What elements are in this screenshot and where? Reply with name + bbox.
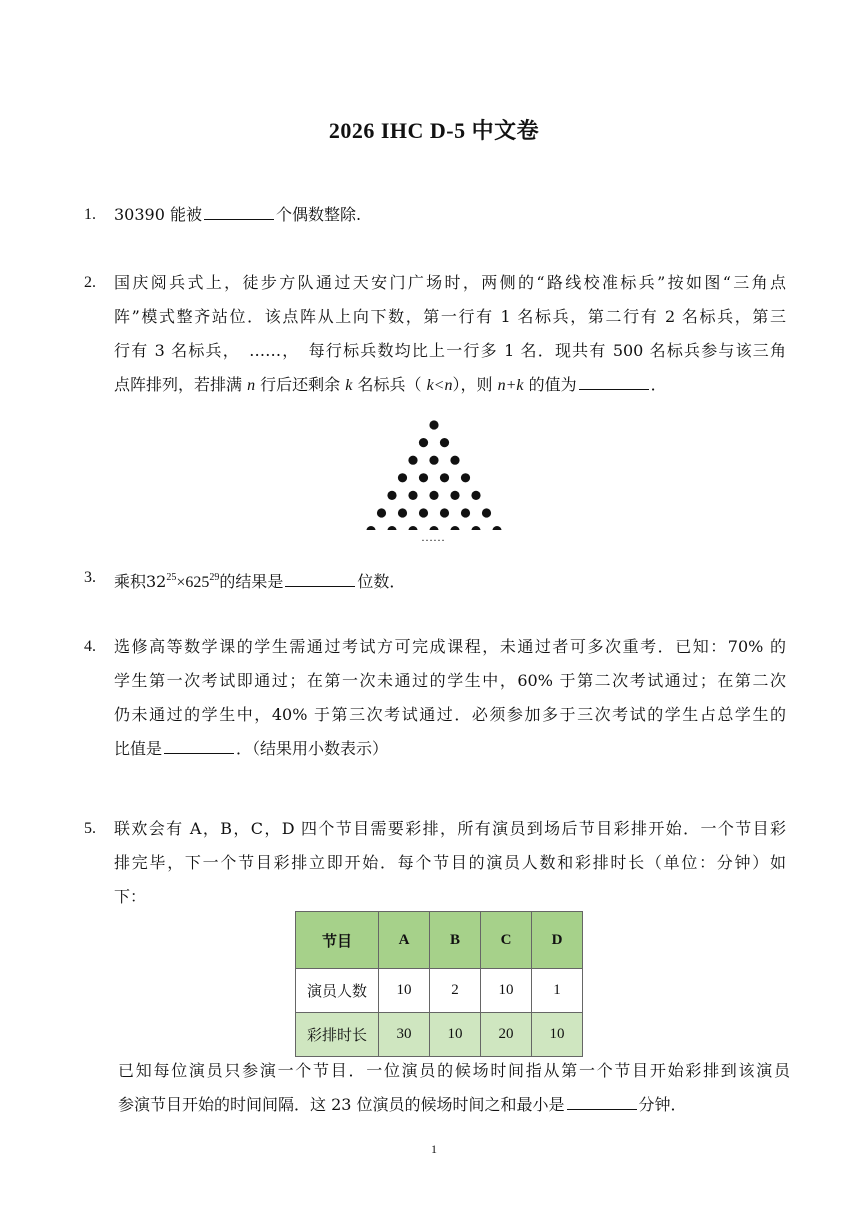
lattice-dot xyxy=(419,438,428,447)
question-body xyxy=(114,630,786,766)
table-cell: 1 xyxy=(532,969,583,1013)
question-text: 仍未通过的学生中，40% 于第三次考试通过．必须参加多于三次考试的学生占总学生的 xyxy=(114,705,786,724)
question-body xyxy=(118,1054,790,1122)
sum-expression: n+k xyxy=(497,377,524,394)
question-text: 的结果是 xyxy=(219,572,284,591)
lattice-dot xyxy=(419,473,428,482)
question-text: 联欢会有 A，B，C，D 四个节目需要彩排，所有演员到场后节目彩排开始．一个节目彩 xyxy=(114,819,786,838)
table-cell: 10 xyxy=(532,1013,583,1057)
question-text: ×625 xyxy=(176,574,210,591)
lattice-dot xyxy=(398,473,407,482)
question-number: 2. xyxy=(84,274,96,291)
variable-k: k xyxy=(345,377,353,394)
lattice-dot xyxy=(429,491,438,500)
lattice-dot xyxy=(492,526,501,530)
question-text: 参演节目开始的时间间隔．这 23 位演员的候场时间之和最小是 xyxy=(118,1095,565,1114)
question-text: 下： xyxy=(114,887,147,906)
lattice-dot xyxy=(461,508,470,517)
question-text: 学生第一次考试即通过；在第一次未通过的学生中，60% 于第二次考试通过；在第二次 xyxy=(114,671,786,690)
question-text: ． xyxy=(650,375,667,394)
rehearsal-table xyxy=(295,911,583,1057)
lattice-dot xyxy=(387,491,396,500)
question-text: 个偶数整除. xyxy=(276,205,362,224)
exponent: 29 xyxy=(209,572,220,583)
triangle-dot-lattice-figure xyxy=(360,418,510,530)
table-cell: 10 xyxy=(430,1013,481,1057)
lattice-dot xyxy=(450,526,459,530)
question-text: ），则 xyxy=(452,375,498,394)
question-body xyxy=(114,266,786,402)
variable-n: n xyxy=(247,377,256,394)
question-body xyxy=(114,812,786,914)
table-cell: 彩排时长 xyxy=(296,1013,379,1057)
answer-blank xyxy=(567,1093,637,1110)
table-header-cell: D xyxy=(532,912,583,969)
table-row xyxy=(296,1013,583,1057)
table-header-cell: A xyxy=(379,912,430,969)
lattice-dot xyxy=(387,526,396,530)
page-title: 2026 IHC D-5 中文卷 xyxy=(328,118,540,143)
question-text: 排完毕，下一个节目彩排立即开始．每个节目的演员人数和彩排时长（单位：分钟）如 xyxy=(114,853,786,872)
lattice-dot xyxy=(482,508,491,517)
question-text: 名标兵（ xyxy=(352,375,427,394)
lattice-dot xyxy=(440,473,449,482)
question-body xyxy=(114,198,786,232)
lattice-dot xyxy=(398,508,407,517)
lattice-dot xyxy=(408,526,417,530)
question-text: 比值是 xyxy=(114,739,163,758)
question-number: 4. xyxy=(84,638,96,655)
question-body xyxy=(114,561,786,595)
lattice-dot xyxy=(366,526,375,530)
question-text: 选修高等数学课的学生需通过考试方可完成课程，未通过者可多次重考．已知：70% 的 xyxy=(114,637,786,656)
question-number: 1. xyxy=(84,206,96,223)
lattice-dot xyxy=(408,491,417,500)
question-text: 乘积32 xyxy=(114,572,167,591)
lattice-dot xyxy=(429,420,438,429)
condition-expression: k<n xyxy=(426,377,453,394)
table-row xyxy=(296,969,583,1013)
question-text: 的值为 xyxy=(523,375,577,394)
table-header-cell: 节目 xyxy=(296,912,379,969)
lattice-dot xyxy=(377,508,386,517)
lattice-dot xyxy=(408,456,417,465)
lattice-dot xyxy=(450,456,459,465)
table-cell: 30 xyxy=(379,1013,430,1057)
table-cell: 演员人数 xyxy=(296,969,379,1013)
exponent: 25 xyxy=(166,572,177,583)
question-text: 已知每位演员只参演一个节目．一位演员的候场时间指从第一个节目开始彩排到该演员 xyxy=(118,1061,790,1080)
lattice-dot xyxy=(440,508,449,517)
answer-blank xyxy=(579,373,649,390)
question-text: 分钟． xyxy=(638,1095,687,1114)
table-header-row xyxy=(296,912,583,969)
question-text: 国庆阅兵式上，徒步方队通过天安门广场时，两侧的“路线校准标兵”按如图“三角点 xyxy=(114,273,786,292)
question-text: 点阵排列，若排满 xyxy=(114,375,248,394)
lattice-dot xyxy=(419,508,428,517)
answer-blank xyxy=(204,203,274,220)
question-text: 行有 3 名标兵， ……， 每行标兵数均比上一行多 1 名．现共有 500 名标兵参与该三角 xyxy=(114,341,786,360)
lattice-dot xyxy=(440,438,449,447)
question-text: 行后还剩余 xyxy=(255,375,346,394)
question-number: 3. xyxy=(84,569,96,586)
lattice-dot xyxy=(471,491,480,500)
table-cell: 10 xyxy=(379,969,430,1013)
lattice-dot xyxy=(429,456,438,465)
figure-ellipsis: …… xyxy=(421,530,445,544)
question-text: ．（结果用小数表示） xyxy=(236,739,389,758)
answer-blank xyxy=(285,570,355,587)
question-text: 位数． xyxy=(357,572,406,591)
table-cell: 20 xyxy=(481,1013,532,1057)
question-text: 阵”模式整齐站位．该点阵从上向下数，第一行有 1 名标兵，第二行有 2 名标兵，第三 xyxy=(114,307,786,326)
table-cell: 10 xyxy=(481,969,532,1013)
table-cell: 2 xyxy=(430,969,481,1013)
page-number: 1 xyxy=(431,1142,437,1156)
lattice-dot xyxy=(461,473,470,482)
lattice-dot xyxy=(471,526,480,530)
table-header-cell: C xyxy=(481,912,532,969)
table-header-cell: B xyxy=(430,912,481,969)
answer-blank xyxy=(164,737,234,754)
lattice-dot xyxy=(450,491,459,500)
question-number: 5. xyxy=(84,820,96,837)
question-text: 30390 能被 xyxy=(114,205,202,224)
